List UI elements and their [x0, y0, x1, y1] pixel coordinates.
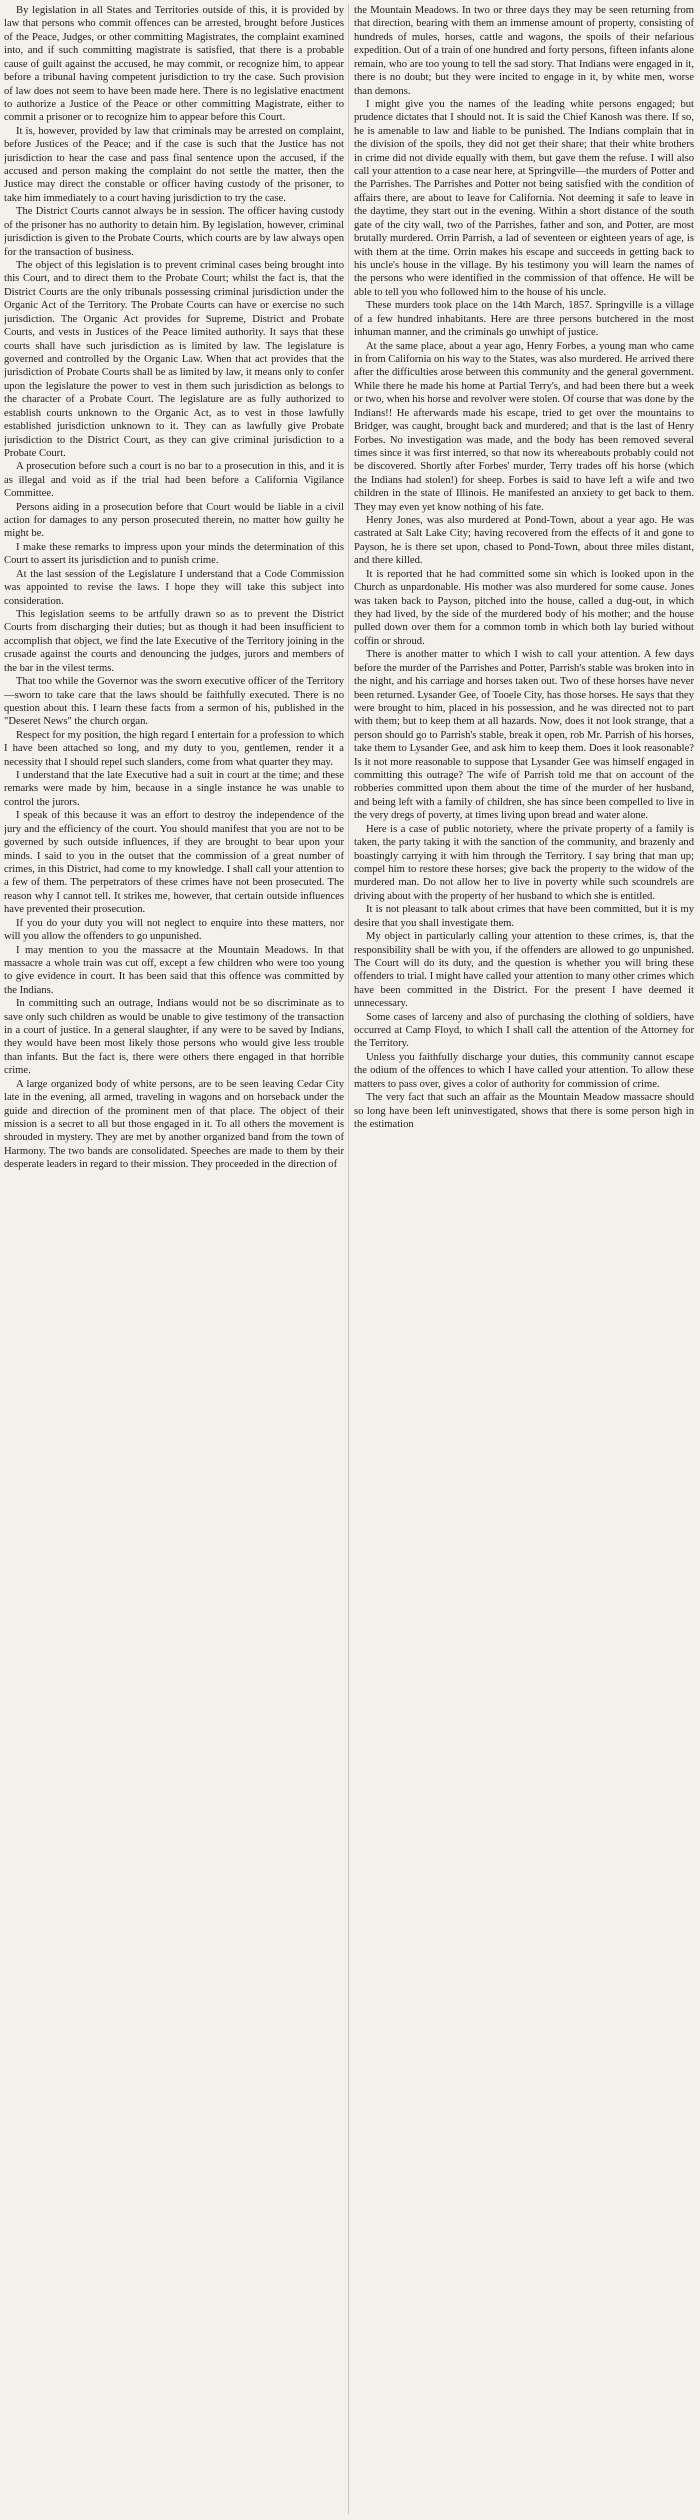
paragraph: the Mountain Meadows. In two or three days they may be seen returning from that direction, bearing with them an immense amount of property, consisting of hundreds of mules, horses, cattle and wagons, the spoils of their nefarious expedition. Out of a train of one hundred and forty persons, fifteen infants alone remain, who are too young to tell the sad story. That Indians were engaged in it, there is no doubt; but they were incited to engage in it, by white men, worse than demons.: [354, 5, 694, 97]
paragraph: I make these remarks to impress upon your minds the determination of this Court to assert its jurisdiction and to punish crime.: [4, 541, 344, 567]
paragraph: I speak of this because it was an effort to destroy the independence of the jury and the efficiency of the court. You should manifest that you are not to be governed by such outside influences, if they are brought to bear upon your minds. I said to you in the outset that the commission of a great number of crimes, in this District, had come to my knowledge. I shall call your attention to a few of them. The perpetrators of these crimes have not been prosecuted. The reason why I cannot tell. It strikes me, however, that certain outside influences have prevented their prosecution.: [4, 810, 344, 916]
paragraph: At the last session of the Legislature I understand that a Code Commission was appointed to revise the laws. I hope they will take this subject into consideration.: [4, 568, 344, 607]
paragraph: That too while the Governor was the sworn executive officer of the Territory—sworn to take care that the laws should be faithfully executed. There is no question about this. I learn these facts from a sermon of his, published in the "Deseret News" the church organ.: [4, 676, 344, 728]
paragraph: Henry Jones, was also murdered at Pond-Town, about a year ago. He was castrated at Salt Lake City; having recovered from the effects of it and gone to Payson, he is there set upon, chased to Pond-Town, about three miles distant, and there killed.: [354, 515, 694, 567]
paragraph: A large organized body of white persons, are to be seen leaving Cedar City late in the evening, all armed, traveling in wagons and on horseback under the guide and direction of the prominent men of that place. The object of their mission is a secret to all but those engaged in it. To all others the movement is shrouded in mystery. They are met by another organized band from the town of Harmony. The two bands are consolidated. Speeches are made to them by their desperate leaders in regard to their mission. They proceeded in the direction of: [4, 1078, 344, 1171]
paragraph: Here is a case of public notoriety, where the private property of a family is taken, the party taking it with the sanction of the community, and brazenly and boastingly carrying it with him through the Territory. I say bring that man up; compel him to restore these horses; give back the property to the widow of the murdered man. Do not allow her to live in poverty while such scoundrels are driving about with the property of her husband to which she is entitled.: [354, 823, 694, 902]
paragraph: It is, however, provided by law that criminals may be arrested on complaint, before Justices of the Peace; and if the case is such that the Justice has not jurisdiction to hear the case and pass final sentence upon the accused, if the accused and person making the complaint do not settle the matter, then the Justice may direct the constable or officer having custody of the prisoner, to take him immediately to a court having jurisdiction to try the case.: [4, 125, 344, 204]
paragraph: I may mention to you the massacre at the Mountain Meadows. In that massacre a whole train was cut off, except a few children who were too young to give evidence in court. It has been said that this offence was committed by the Indians.: [4, 944, 344, 996]
column-divider: [348, 4, 349, 2514]
paragraph: I understand that the late Executive had a suit in court at the time; and these remarks were made by him, because in a single instance he was unable to control the jurors.: [4, 770, 344, 808]
paragraph: By legislation in all States and Territories outside of this, it is provided by law that persons who commit offences can be arrested, brought before Justices of the Peace, Judges, or other committing Magistrates, the complaint examined into, and if such committing magistrate is satisfied, that there is a probable cause of guilt against the accused, he may commit, or recognize him, to appear before a tribunal having competent jurisdiction to try the case. Such provision of law does not seem to have been made here. There is no legislative enactment to authorize a Justice of the Peace or other committing Magistrate, either to commit a prisoner or to recognize him to appear before this Court.: [4, 5, 344, 124]
paragraph: Persons aiding in a prosecution before that Court would be liable in a civil action for damages to any person prosecuted therein, no matter how guilty he might be.: [4, 501, 344, 540]
paragraph: The object of this legislation is to prevent criminal cases being brought into this Court, and to direct them to the Probate Court; whilst the fact is, that the District Courts are the only tribunals possessing criminal jurisdiction under the Organic Act of the Territory. The Probate Courts can have or exercise no such jurisdiction. The Organic Act provides for Supreme, District and Probate Courts, and vests in Justices of the Peace limited authority. It says that these courts shall have such jurisdiction as is limited by law. The legislature is governed and controlled by the Organic Law. When that act provides that the jurisdiction of Probate Courts shall be as limited by law, it means only to confer upon the legislature the power to vest in them such jurisdiction as belongs to the character of a Probate Court. The legislature are as fully authorized to establish courts unknown to the Organic Act, as to vest in those lawfully established jurisdiction unknown to it. They can as lawfully give Probate jurisdiction to the District Court, as they can give criminal jurisdiction to a Probate Court.: [4, 260, 344, 459]
paragraph: Some cases of larceny and also of purchasing the clothing of soldiers, have occurred at Camp Floyd, to which I shall call the attention of the Attorney for the Territory.: [354, 1011, 694, 1050]
right-column: [354, 4, 694, 2520]
left-column: [4, 4, 344, 2520]
paragraph: A prosecution before such a court is no bar to a prosecution in this, and it is as illegal and void as if the trial had been before a California Vigilance Committee.: [4, 461, 344, 500]
paragraph: If you do your duty you will not neglect to enquire into these matters, nor will you allow the offenders to go unpunished.: [4, 917, 344, 943]
paragraph: This legislation seems to be artfully drawn so as to prevent the District Courts from discharging their duties; but as though it had been insufficient to accomplish that object, we find the late Executive of the Territory joining in the crusade against the courts and denouncing the judges, jurors and members of the bar in the vilest terms.: [4, 608, 344, 674]
paragraph: There is another matter to which I wish to call your attention. A few days before the murder of the Parrishes and Potter, Parrish's stable was broken into in the night, and his carriage and horses taken out. Two of these horses have never been returned. Lysander Gee, of Tooele City, has those horses. He says that they were brought to him, placed in his possession, and he was directed not to part with them; but to keep them at all hazards. Now, does it not look strange, that a person should go to Parrish's stable, break it open, rob Mr. Parrish of his horses, take them to Lysander Gee, and ask him to keep them. Does it look reasonable? Is it not more reasonable to suppose that Lysander Gee was himself engaged in committing this outrage? The wife of Parrish told me that on account of the robberies committed upon them about the time of the murder of her husband, and being left with a family of children, she has since been compelled to live in the very dregs of poverty, at times living upon bread and water alone.: [354, 649, 694, 822]
paragraph: It is not pleasant to talk about crimes that have been committed, but it is my desire that you shall investigate them.: [354, 904, 694, 929]
paragraph: I might give you the names of the leading white persons engaged; but prudence dictates that I should not. It is said the Chief Kanosh was there. If so, he is amenable to law and liable to be punished. The Indians complain that in the division of the spoils, they did not get their share; that their white brothers in crime did not divide equally with them, but gave them the refuse. I will also call your attention to a case near here, at Springville—the murders of Potter and the Parrishes. The Parrishes and Potter not being satisfied with the condition of affairs there, are about to leave for California. Not deeming it safe to leave in the daytime, they start out in the evening. Within a short distance of the south gate of the city wall, two of the Parrishes, father and son, and Potter, are most brutally murdered. Orrin Parrish, a lad of seventeen or eighteen years of age, is with them at the time. Orrin makes his escape and succeeds in getting back to his uncle's house in the village. By his testimony you will learn the names of the persons who were identified in the commission of that offence. He will be able to tell you who followed him to the house of his uncle.: [354, 98, 694, 298]
paragraph: At the same place, about a year ago, Henry Forbes, a young man who came in from California on his way to the States, was also murdered. He arrived there after the difficulties arose between this community and the general government. While there he made his home at Partial Terry's, and had been there but a week or two, when his horse and revolver were stolen. Of course that was done by the Indians!! He afterwards made his escape, tried to get over the mountains to Bridger, was caught, brought back and murdered; and that is the last of Henry Forbes. No investigation was made, and the body has been removed several times since it was first interred, so that now its whereabouts probably could not be discovered. Shortly after Forbes' murder, Terry trades off his horse (which the Indians had stolen!) for sheep. Forbes is said to have left a wife and two children in the state of Illinois. He manifested an anxiety to get back to them. They may even yet know nothing of his fate.: [354, 340, 694, 513]
paragraph: These murders took place on the 14th March, 1857. Springville is a village of a few hundred inhabitants. Here are three persons butchered in the most inhuman manner, and the criminals go unwhipt of justice.: [354, 300, 694, 339]
paragraph: Respect for my position, the high regard I entertain for a profession to which I have been attached so long, and my duty to you, gentlemen, render it a necessity that I should repel such slanders, come from what quarter they may.: [4, 729, 344, 768]
paragraph: The District Courts cannot always be in session. The officer having custody of the prisoner has no authority to detain him. By legislation, however, criminal jurisdiction is given to the Probate Courts, which courts are by law always open for the transaction of business.: [4, 206, 344, 258]
paragraph: In committing such an outrage, Indians would not be so discriminate as to save only such children as would be unable to give testimony of the transaction in a court of justice. In a general slaughter, if any were to be saved by Indians, they would have been most likely those persons who would give less trouble than infants. But the fact is, there were others there engaged in that horrible crime.: [4, 998, 344, 1077]
paragraph: My object in particularly calling your attention to these crimes, is, that the responsibility shall be with you, if the offenders are allowed to go unpunished. The Court will do its duty, and the question is whether you will bring these offenders to trial. I might have called your attention to many other crimes which have been committed in the District. For the present I have deemed it unnecessary.: [354, 931, 694, 1010]
paragraph: Unless you faithfully discharge your duties, this community cannot escape the odium of the offences to which I have called your attention. To allow these matters to pass over, gives a color of authority for commission of crime.: [354, 1051, 694, 1090]
paragraph: It is reported that he had committed some sin which is looked upon in the Church as unpardonable. His mother was also murdered for some cause. Jones was taken back to Payson, pitched into the house, called a dug-out, in which they had lived, by the side of the murdered body of his mother; and the house pulled down over them for a common tomb in which both lay buried without coffin or shroud.: [354, 568, 694, 647]
paragraph: The very fact that such an affair as the Mountain Meadow massacre should so long have been left uninvestigated, shows that there is some person high in the estimation: [354, 1092, 694, 1131]
